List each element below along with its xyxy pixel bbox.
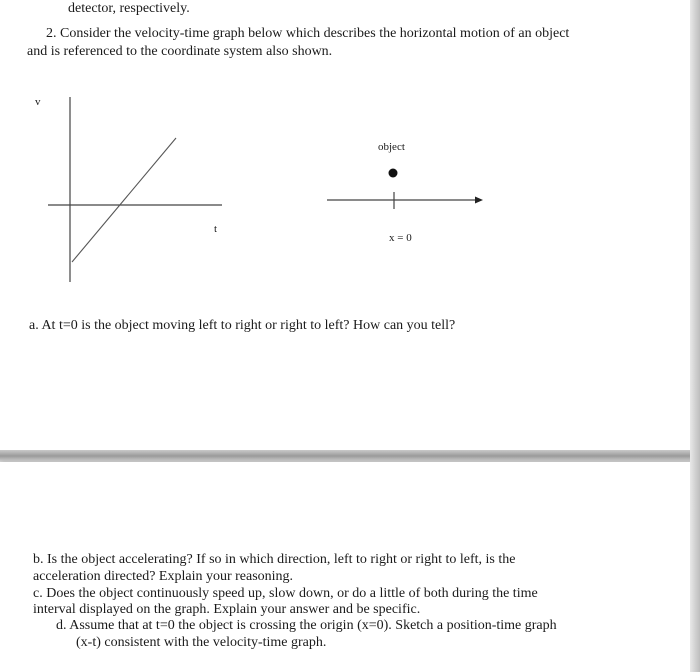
x-axis-arrowhead	[475, 197, 483, 204]
page-gap	[0, 450, 700, 462]
part-b-line-1: b. Is the object accelerating? If so in which direction, left to right or right to left, is the	[33, 552, 516, 567]
worksheet-bottom-sheet	[0, 462, 690, 672]
coordinate-system-diagram	[0, 0, 700, 300]
question-2-line-2: and is referenced to the coordinate system also shown.	[27, 44, 333, 59]
part-a-question: a. At t=0 is the object moving left to right or right to left? How can you tell?	[29, 318, 456, 333]
vt-graph-v-label: v	[35, 96, 41, 108]
vt-graph-t-label: t	[214, 223, 218, 235]
question-2-line-1: 2. Consider the velocity-time graph below which describes the horizontal motion of an object	[46, 26, 570, 41]
header-line: detector, respectively.	[68, 1, 190, 16]
object-dot	[389, 169, 398, 178]
part-c-line-1: c. Does the object continuously speed up, slow down, or do a little of both during the time	[33, 586, 538, 601]
coord-object-label: object	[378, 141, 405, 153]
part-c-line-2: interval displayed on the graph. Explain your answer and be specific.	[33, 602, 421, 617]
scan-right-edge	[690, 0, 700, 672]
part-d-line-2: (x-t) consistent with the velocity-time graph.	[76, 635, 327, 650]
part-b-line-2: acceleration directed? Explain your reasoning.	[33, 569, 294, 584]
part-d-line-1: d. Assume that at t=0 the object is crossing the origin (x=0). Sketch a position-time graph	[56, 618, 557, 633]
coord-origin-label: x = 0	[389, 232, 412, 244]
